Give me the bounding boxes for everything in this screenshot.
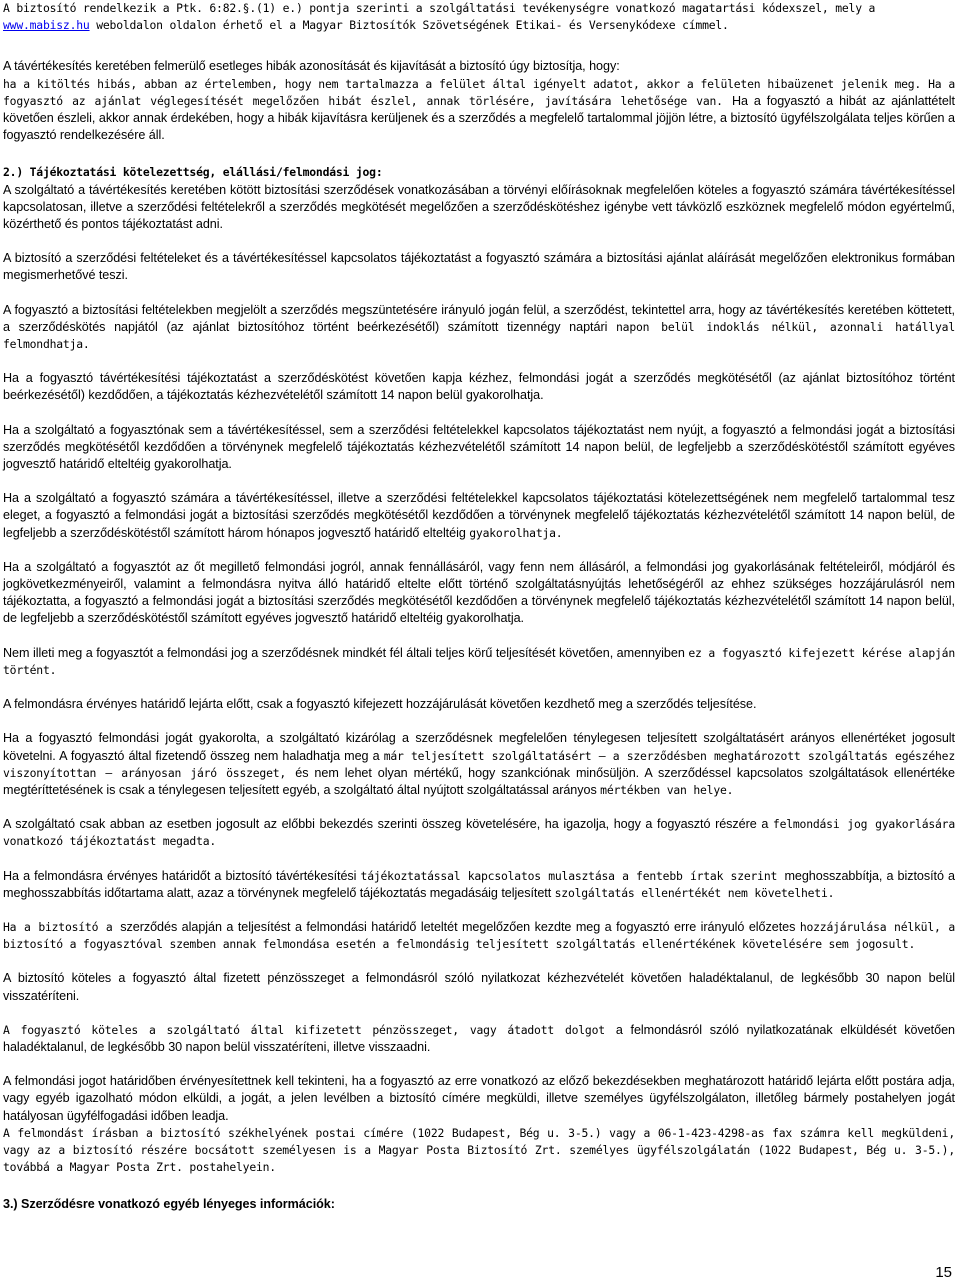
section-2-p17: A felmondást írásban a biztosító székhelyének postai címére (1022 Budapest, Bég u. 3-5.) vagy a 06-1-423-4298-as fax számra kell megküldeni, vagy az a biztosító részére bocsátott személyesen is a Magyar Posta Biztosító Zrt. személyes ügyfélszolgálatán (1022 Budapest, Bég u. 3-5.), továbbá a Magyar Posta Zrt. postahelyein. [3,1125,955,1175]
intro-paragraph [3,0,955,34]
section-2-p13-b: szerződés alapján a teljesítést a felmondási határidő leteltét megelőzően kezdte meg a fogyasztó erre irányuló előzetes [120,919,800,934]
section-2-p7 [3,559,955,628]
section-2-p3-b: arra, hogy az távértékesítés keretében köttetett, a szerződéskötés napjától (az ajánlat biztosítóhoz történt beérkezésétől) számított tizennégy naptári [3,302,955,334]
section-2-p11-a: A szolgáltató csak abban az esetben jogosult az előbbi bekezdés szerinti összeg követelésére, ha igazolja, hogy a fogyasztó részére a [3,817,773,832]
mabisz-link[interactable]: www.mabisz.hu [3,18,90,33]
section-2-p9 [3,696,955,713]
page-number: 15 [935,1264,952,1281]
section-2-p1: A szolgáltató a távértékesítés keretében kötött biztosítási szerződések vonatkozásában a törvényi előírásoknak megfelelően köteles a fogyasztó számára távértékesítéssel kapcsolatosan, illetve a szerződési feltételekről a szerződés megkötését megelőzően a szerződéskötéshez igénybe vett távközlő eszköznek megfelelő módon egyértelmű, közérthető és pontos tájékoztatást adni. [3,182,955,232]
intro-text: A biztosító rendelkezik a Ptk. 6:82.§.(1) e.) pontja szerinti a szolgáltatási tevékenységre vonatkozó magatartási kódexszel, mely a [3,1,876,15]
section-2-p8-a: Nem illeti meg a fogyasztót a felmondási jog a szerződésnek mindkét fél általi teljes körű teljesítését követően, amennyiben [3,645,689,660]
section-3-heading: 3.) Szerződésre vonatkozó egyéb lényeges információk: [3,1197,335,1212]
section-2-p10-e: mértékben van helye. [600,782,734,797]
section-2-p12-a: Ha a felmondásra érvényes határidőt a biztosító távértékesítési [3,868,361,883]
section-2-p8-b: ez a fogyasztó kifejezett kérése alapján történt. [3,645,955,677]
section-2-p15 [3,1022,955,1056]
section-2-p7-a: Ha a szolgáltató a fogyasztót az őt megillető felmondási jogról, annak fennállásáról, vagy fenn nem állásáról, a felmondási jog gyakorlásának feltételeiről, módjáról és jogkövetkezményeiről, valamint a felmondásra nyitva álló határidő eltelte előtt történő szolgáltatásnyújtás lehetőségéről az ehhez szükséges hozzájárulásról nem tájékoztatta, a fogyasztó a felmondási jogát a biztosítási szerződés megkötésétől kezdődően a törvénynek megfelelő tájékoztatás kézhezvételétől számított 14 napon belül, de legfeljebb a szerződéskötéstől [3,559,955,626]
section-2-p14 [3,970,955,1004]
section-2-p14-b: legkésőbb 30 napon belül visszatéríteni. [3,971,955,1003]
section-2-heading: 2.) Tájékoztatási kötelezettség, elállási/felmondási jog: [3,165,383,180]
section-2-p9-b: határidő lejárta előtt, csak a fogyasztó kifejezett hozzájárulását követően kezdhető meg a szerződés teljesítése. [140,697,757,712]
section-2-p10-b: arányos ellenértéket jogosult követelni. A fogyasztó által fizetendő összeg nem haladhatja meg a [3,731,955,763]
section-2-p16 [3,1073,955,1125]
correction-body-3: Ha a fogyasztó a hibát az ajánlattételt követően észleli, akkor annak érdekében, hogy a hibák kijavításra kerüljenek és a szerződés a megfelelő tartalommal jöjjön létre, a biztosító ügyfélszolgálata teljes körűen a fogyasztó rendelkezésére áll. [3,93,955,143]
correction-body-1: ha a kitöltés hibás, abban az értelemben, hogy nem tartalmazza a felület által igényelt adatot, akkor a felületen hibaüzenet jelenik meg. [3,76,929,91]
section-2-p15-a: A fogyasztó köteles a szolgáltató által kifizetett pénzösszeget, vagy átadott dolgot [3,1022,616,1037]
section-2-p16-a: A felmondási jogot határidőben érvényesítettnek kell tekinteni, ha a fogyasztó az erre vonatkozó az előző bekezdésekben meghatározott határidő lejárta előtt postára adja, vagy egyéb igazolható módon elküldi, a jogát, a jelen levélben a biztosító címére [3,1074,955,1106]
section-2-p6-c: gyakorolhatja. [469,525,563,540]
section-2-p11 [3,816,955,850]
section-2-p6-b: a fogyasztó a felmondási jogát a biztosítási szerződés megkötésétől kezdődően a törvénynek megfelelő tájékoztatás kézhezvételétől számított 14 napon belül, de legfeljebb a szerződéskötéstől számított három hónapos jogvesztő határidő elteltéig [3,508,955,540]
section-2-p12-d: szolgáltatás ellenértékét nem követelheti. [554,885,835,900]
section-2-p6-a: Ha a szolgáltató a fogyasztó számára a távértékesítéssel, illetve a szerződési feltételekkel kapcsolatos tájékoztatási kötelezettségének nem megfelelő tartalommal tesz eleget, [3,491,955,523]
section-2-p8 [3,645,955,679]
correction-paragraph [3,76,955,145]
section-2-p3 [3,302,955,354]
section-2-p10-c: már teljesített szolgáltatásért – a szerződésben meghatározott szolgáltatás egészéhez viszonyítottan – arányosan járó összeget, [3,748,955,780]
section-2-p2: A biztosító a szerződési feltételeket és a távértékesítéssel kapcsolatos tájékoztatást a fogyasztó számára a biztosítási ajánlat aláírását megelőzően elektronikus formában megismerhetővé teszi. [3,251,955,283]
section-2-p16-b: megküldi, illetve személyes ügyfélszolgálaton, illetőleg bármely postahelyen jogát hatályosan ügyfélfogadási időben leadja. [3,1091,955,1123]
correction-lead: A távértékesítés keretében felmerülő esetleges hibák azonosítását és kijavítását a biztosító úgy biztosítja, hogy: [3,59,620,74]
section-2-p15-b: a felmondásról szóló nyilatkozatának elküldését követően haladéktalanul, de legkésőbb 30 napon belül visszatéríteni, illetve visszaadni. [3,1022,955,1054]
section-2-p5: Ha a szolgáltató a fogyasztónak sem a távértékesítéssel, sem a szerződési feltételekkel kapcsolatos tájékoztatást nem nyújt, a fogyasztó a felmondási jogát a biztosítási szerződés megkötésétől kezdődően a törvénynek megfelelő tájékoztatás kézhezvételétől számított 14 napon belül, de legfeljebb a szerződéskötéstől számított egyéves jogvesztő határidő elteltéig gyakorolhatja. [3,422,955,472]
section-2-p10-a: Ha a fogyasztó felmondási jogát gyakorolta, a szolgáltató kizárólag a szerződésnek megfelelően ténylegesen teljesített szolgáltatásért [3,731,791,746]
section-2-p10 [3,730,955,799]
intro-text-cont: weboldalon oldalon érhető el a Magyar Biztosítók Szövetségének Etikai- és Versenykódexe címmel. [89,18,729,33]
section-2-p3-c: napon belül indoklás nélkül, azonnali hatállyal felmondhatja. [3,319,955,352]
section-2-p3-a: A fogyasztó a biztosítási feltételekben megjelölt a szerződés megszüntetésére irányuló jogán felül, a szerződést, tekintettel [3,302,689,317]
section-2-p14-a: A biztosító köteles a fogyasztó által fizetett pénzösszeget a felmondásról szóló nyilatkozat kézhezvételét követően haladéktalanul, de [3,971,802,986]
section-2-p11-b: felmondási jog gyakorlására vonatkozó tájékoztatást megadta. [3,817,955,849]
section-2-p6 [3,490,955,542]
section-2-p12-c: meghosszabbítja, a biztosító a meghosszabbítás időtartama alatt, azaz a törvénynek megfelelő tájékoztatás megadásáig teljesített [3,868,955,900]
section-2-p13 [3,919,955,953]
section-2-p4: Ha a fogyasztó távértékesítési tájékoztatást a szerződéskötést követően kapja kézhez, felmondási jogát a szerződés megkötésétől (az ajánlat biztosítóhoz történt beérkezésétől) kezdődően, a tájékoztatás kézhezvételétől számított 14 napon belül gyakorolhatja. [3,371,955,403]
section-2-p12-b: tájékoztatással kapcsolatos mulasztása a fentebb írtak szerint [360,868,785,883]
section-2-p10-d: és nem lehet olyan mértékű, hogy szankciónak minősüljön. A szerződéssel kapcsolatos szolgáltatások ellenértéke megtéríttetésének is csak a ténylegesen teljesített egyéb, a szolgáltató által nyújtott szolgáltatással arányos [3,765,955,797]
section-2-p13-c: hozzájárulása nélkül, a biztosító a fogyasztóval szemben annak felmondása esetén a felmondásig teljesített szolgáltatás ellenértékének követelésére sem jogosult. [3,919,955,952]
correction-body-2: Ha a fogyasztó az ajánlat véglegesítését megelőzően hibát észlel, annak törlésére, javítására lehetősége van. [3,76,955,108]
section-2-p13-a: Ha a biztosító a [3,919,121,934]
section-2-p12 [3,868,955,902]
section-2-p7-b: számított egyéves jogvesztő határidő elteltéig gyakorolhatja. [191,611,525,626]
section-2-p9-a: A felmondásra érvényes [3,697,141,712]
